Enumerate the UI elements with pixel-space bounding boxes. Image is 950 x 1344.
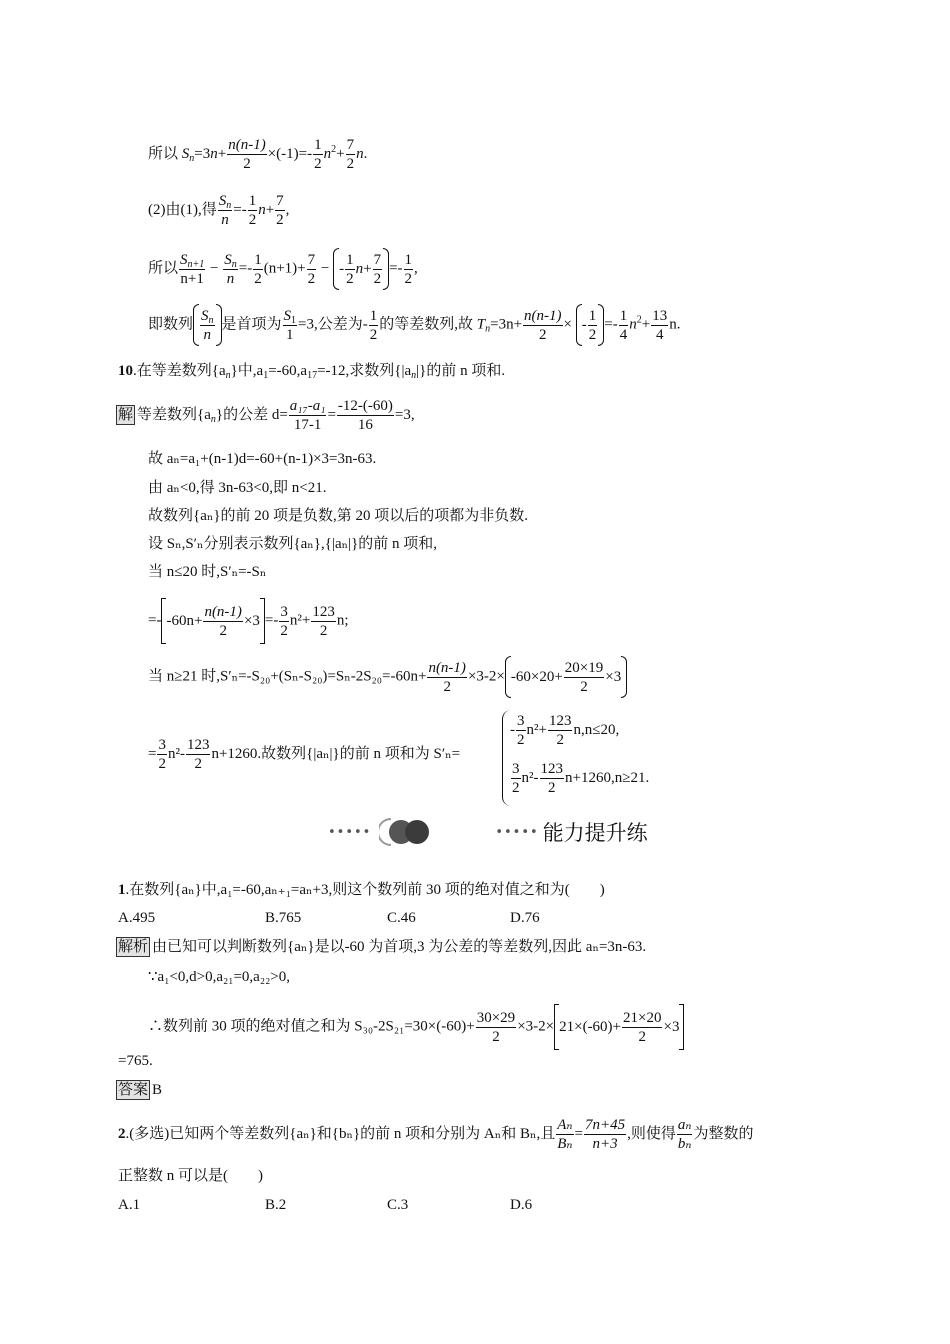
solution-line-define: 设 Sₙ,S′ₙ分别表示数列{aₙ},{|aₙ|}的前 n 项和, — [148, 536, 438, 552]
piecewise-case-2: $\frac{3}{2}$ n²- $\frac{123}{2}$ n+1260,n≥21. — [512, 761, 650, 796]
option-d[interactable]: D.6 — [510, 1197, 533, 1213]
question-2-cont: 正整数 n 可以是( ) — [118, 1168, 263, 1184]
solution-line-tn: 即数列 $\frac{S_n}{n}$ 是首项为 $\frac{S_1}{1}$ =3,公差为- $\frac{1}{2}$ 的等差数列,故 $T_n=3n+$ $\frac{n(n-1)}{2}$ × - $\frac{1}{2}$ =- $\frac{1}{4}$ $n^2+$ $\frac{13}{4}$ n. — [148, 304, 680, 346]
option-a[interactable]: A.1 — [118, 1197, 141, 1213]
solution-tag: 解 — [118, 406, 134, 423]
solution-line-difference: 所以 $\frac{S_{n+1}}{n+1}$ − $\frac{S_n}{n}$ =- $\frac{1}{2}$ (n+1)+ $\frac{7}{2}$ − - $\frac{1}{2}$ n+ $\frac{7}{2}$ =- $\frac{1}{2}$ , — [148, 248, 418, 290]
question-10: 10.在等差数列$\{a_n\}$中$,a_1=-60,a_{17}=-12$,求数列$\{|a_n|\}$的前 n 项和. — [118, 363, 506, 381]
solution-line-sn: 所以 $S_n=3n+$ $\frac{n(n-1)}{2}$ ×(-1)=- $\frac{1}{2}$ $n^2+$ $\frac{7}{2}$ n. — [148, 137, 368, 172]
banner-circles-icon — [379, 815, 435, 849]
fraction: $\frac{n(n-1)}{2}$ — [228, 137, 266, 172]
answer-tag: 答案 — [118, 1082, 149, 1098]
option-c[interactable]: C.3 — [387, 1197, 409, 1213]
question-1: 1.在数列{aₙ}中,a₁=-60,aₙ₊₁=aₙ+3,则这个数列前 30 项的绝对值之和为( ) — [118, 882, 605, 898]
option-d[interactable]: D.76 — [510, 910, 540, 926]
option-c[interactable]: C.46 — [387, 910, 416, 926]
option-b[interactable]: B.2 — [265, 1197, 287, 1213]
solution-1-analysis: 解析 由已知可以判断数列{aₙ}是以-60 为首项,3 为公差的等差数列,因此 aₙ=3n-63. — [118, 939, 647, 955]
solution-line-neg: 由 aₙ<0,得 3n-63<0,即 n<21. — [148, 480, 327, 496]
solution-line-an: 故 aₙ=a₁+(n-1)d=-60+(n-1)×3=3n-63. — [148, 451, 377, 467]
solution-line-result: = $\frac{3}{2}$ n²- $\frac{123}{2}$ n+1260.故数列{|aₙ|}的前 n 项和为 S′ₙ= — [148, 737, 461, 772]
section-title: 能力提升练 — [542, 821, 648, 845]
answer-1: 答案 B — [118, 1082, 163, 1098]
solution-1-sum: ∴数列前 30 项的绝对值之和为 S₃₀-2S₂₁=30×(-60)+ $\frac{30\times 29}{2}$ ×3-2× 21×(-60)+ $\frac{21\times 20}{2}$ ×3 — [148, 1004, 684, 1050]
solution-line-case1-formula: =- -60n+ $\frac{n(n-1)}{2}$ ×3 =- $\frac{3}{2}$ n²+ $\frac{123}{2}$ n; — [148, 598, 349, 644]
solution-line-case2: 当 n≥21 时,S′ₙ=-S₂₀+(Sₙ-S₂₀)=Sₙ-2S₂₀=-60n+ $\frac{n(n-1)}{2}$ ×3-2× -60×20+ $\frac{20\times 19}{2}$ ×3 — [148, 656, 627, 698]
analysis-tag: 解析 — [118, 939, 149, 955]
piecewise-case-1: - $\frac{3}{2}$ n²+ $\frac{123}{2}$ n,n≤20, — [510, 713, 620, 748]
banner-dots-right: ••••• — [495, 824, 539, 840]
solution-line-part2: (2)由(1),得 $\frac{S_n}{n}$ =- $\frac{1}{2}$ n+ $\frac{7}{2}$ , — [148, 193, 290, 228]
section-banner — [328, 815, 648, 849]
option-a[interactable]: A.495 — [118, 910, 156, 926]
option-b[interactable]: B.765 — [265, 910, 302, 926]
banner-dots-left: ••••• — [328, 824, 372, 840]
question-2: 2.(多选)已知两个等差数列{aₙ}和{bₙ}的前 n 项和分别为 Aₙ和 Bₙ,且 $\frac{\text{Aₙ}}{\text{Bₙ}}$ = $\frac{7n+45}{n+3}$ ,则使得 $\frac{\text{aₙ}}{\text{bₙ}}$ 为整数的 — [118, 1117, 754, 1152]
solution-1-condition: ∵a₁<0,d>0,a₂₁=0,a₂₂>0, — [148, 969, 291, 985]
solution-10-diff: 解 等差数列$\{a_n\}$的公差 d= $\frac{\text{a₁₇-a₁}}{17-1}$ = $\frac{-12-(-60)}{16}$ =3, — [118, 398, 415, 433]
solution-1-result: =765. — [118, 1053, 153, 1069]
solution-line-case1: 当 n≤20 时,S′ₙ=-Sₙ — [148, 564, 267, 580]
solution-line-first20: 故数列{aₙ}的前 20 项是负数,第 20 项以后的项都为非负数. — [148, 508, 529, 524]
